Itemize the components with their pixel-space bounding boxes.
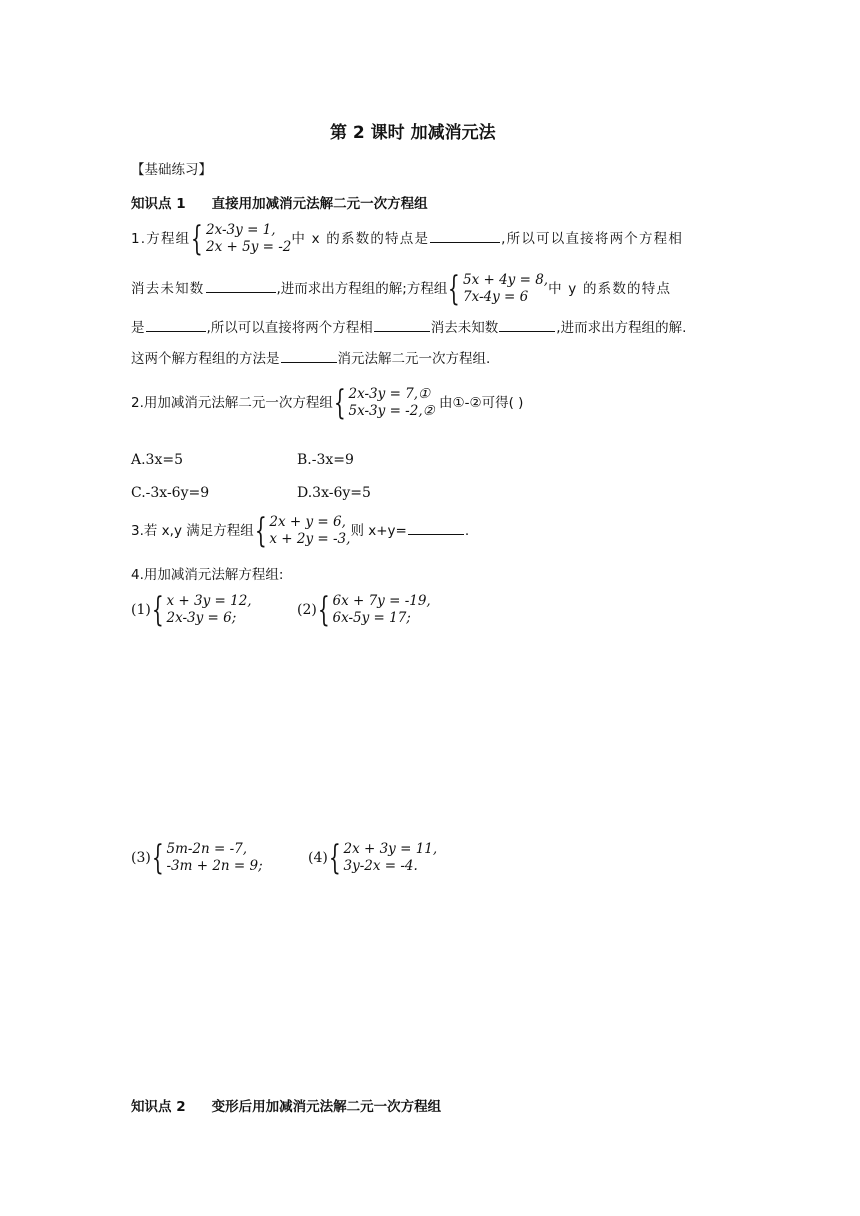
equation: 2x-3y = 7,① <box>348 386 431 402</box>
page-title: 第 2 课时 加减消元法 <box>330 123 496 143</box>
brace-icon: { <box>333 383 346 423</box>
q1-text: 消元法解二元一次方程组. <box>337 351 491 367</box>
q1-text: ,进而求出方程组的解;方程组 <box>276 281 448 297</box>
q2-option-d[interactable]: D.3x-6y=5 <box>297 485 371 501</box>
kp2-text: 变形后用加减消元法解二元一次方程组 <box>211 1099 442 1115</box>
q3-system <box>254 511 351 551</box>
q2-text: 2.用加减消元法解二元一次方程组 <box>131 395 333 411</box>
answer-blank[interactable] <box>281 361 337 363</box>
answer-blank[interactable] <box>374 330 430 332</box>
equation: 7x-4y = 6 <box>462 289 529 305</box>
q1-text: ,所以可以直接将两个方程相 <box>501 231 684 247</box>
q1-line4 <box>131 347 490 367</box>
q3-text: 则 x+y= <box>350 523 407 539</box>
part-label: (2) <box>297 602 317 618</box>
q4-part-1 <box>131 590 252 630</box>
q1-text: 这两个解方程组的方法是 <box>131 351 280 367</box>
q4-part-2 <box>297 590 431 630</box>
part-label: (3) <box>131 850 151 866</box>
equation: 3y-2x = -4. <box>343 858 418 874</box>
q2-system <box>333 383 435 423</box>
knowledge-point-1 <box>131 192 428 212</box>
equation: 2x + 5y = -2 <box>206 239 292 255</box>
answer-blank[interactable] <box>408 533 464 535</box>
q1-text: 1.方程组 <box>131 231 191 247</box>
q1-text: 中 x 的系数的特点是 <box>291 231 430 247</box>
section-basic-practice: 【基础练习】 <box>131 162 212 178</box>
q1-text: 中 y 的系数的特点 <box>548 281 672 297</box>
answer-blank[interactable] <box>430 241 500 243</box>
answer-blank[interactable] <box>206 291 276 293</box>
q4-stem: 4.用加减消元法解方程组: <box>131 567 284 583</box>
brace-icon: { <box>151 838 164 878</box>
q2-text: 由①-②可得( ) <box>439 395 524 411</box>
answer-blank[interactable] <box>499 330 555 332</box>
kp2-label: 知识点 2 <box>131 1099 186 1115</box>
equation: x + 2y = -3, <box>269 531 351 547</box>
brace-icon: { <box>254 511 267 551</box>
equation: 5m-2n = -7, <box>166 841 248 857</box>
q2-option-c[interactable]: C.-3x-6y=9 <box>131 485 210 501</box>
equation: 5x-3y = -2,② <box>348 403 435 419</box>
equation: 2x-3y = 1, <box>206 222 276 238</box>
equation: x + 3y = 12, <box>166 593 252 609</box>
equation: 2x + 3y = 11, <box>343 841 438 857</box>
answer-blank[interactable] <box>146 330 206 332</box>
q1-line1 <box>131 219 684 259</box>
q1-line3 <box>131 316 686 336</box>
q4-part-3 <box>131 838 263 878</box>
q1-text: 是 <box>131 320 145 336</box>
equation: -3m + 2n = 9; <box>166 858 263 874</box>
q1-system-2 <box>447 269 549 309</box>
q2-stem <box>131 383 524 423</box>
q3 <box>131 511 470 551</box>
brace-icon: { <box>191 219 204 259</box>
q4-part-4 <box>308 838 438 878</box>
kp1-text: 直接用加减消元法解二元一次方程组 <box>211 196 428 212</box>
equation: 5x + 4y = 8, <box>462 272 549 288</box>
equation: 2x-3y = 6; <box>166 610 237 626</box>
part-label: (4) <box>308 850 328 866</box>
q1-text: 消去未知数 <box>131 281 205 297</box>
equation: 6x-5y = 17; <box>332 610 411 626</box>
kp1-label: 知识点 1 <box>131 196 186 212</box>
q1-system-1 <box>190 219 292 259</box>
q1-text: 消去未知数 <box>430 320 499 336</box>
equation: 6x + 7y = -19, <box>332 593 431 609</box>
q3-text: 3.若 x,y 满足方程组 <box>131 523 254 539</box>
q2-option-b[interactable]: B.-3x=9 <box>297 452 354 468</box>
q1-text: ,进而求出方程组的解. <box>556 320 687 336</box>
part-label: (1) <box>131 602 151 618</box>
brace-icon: { <box>317 590 330 630</box>
q1-text: ,所以可以直接将两个方程相 <box>206 320 373 336</box>
brace-icon: { <box>151 590 164 630</box>
q2-option-a[interactable]: A.3x=5 <box>131 452 184 468</box>
brace-icon: { <box>448 269 461 309</box>
brace-icon: { <box>328 838 341 878</box>
q1-line2 <box>131 269 672 309</box>
equation: 2x + y = 6, <box>269 514 346 530</box>
q3-text: . <box>464 523 470 539</box>
knowledge-point-2 <box>131 1095 441 1115</box>
